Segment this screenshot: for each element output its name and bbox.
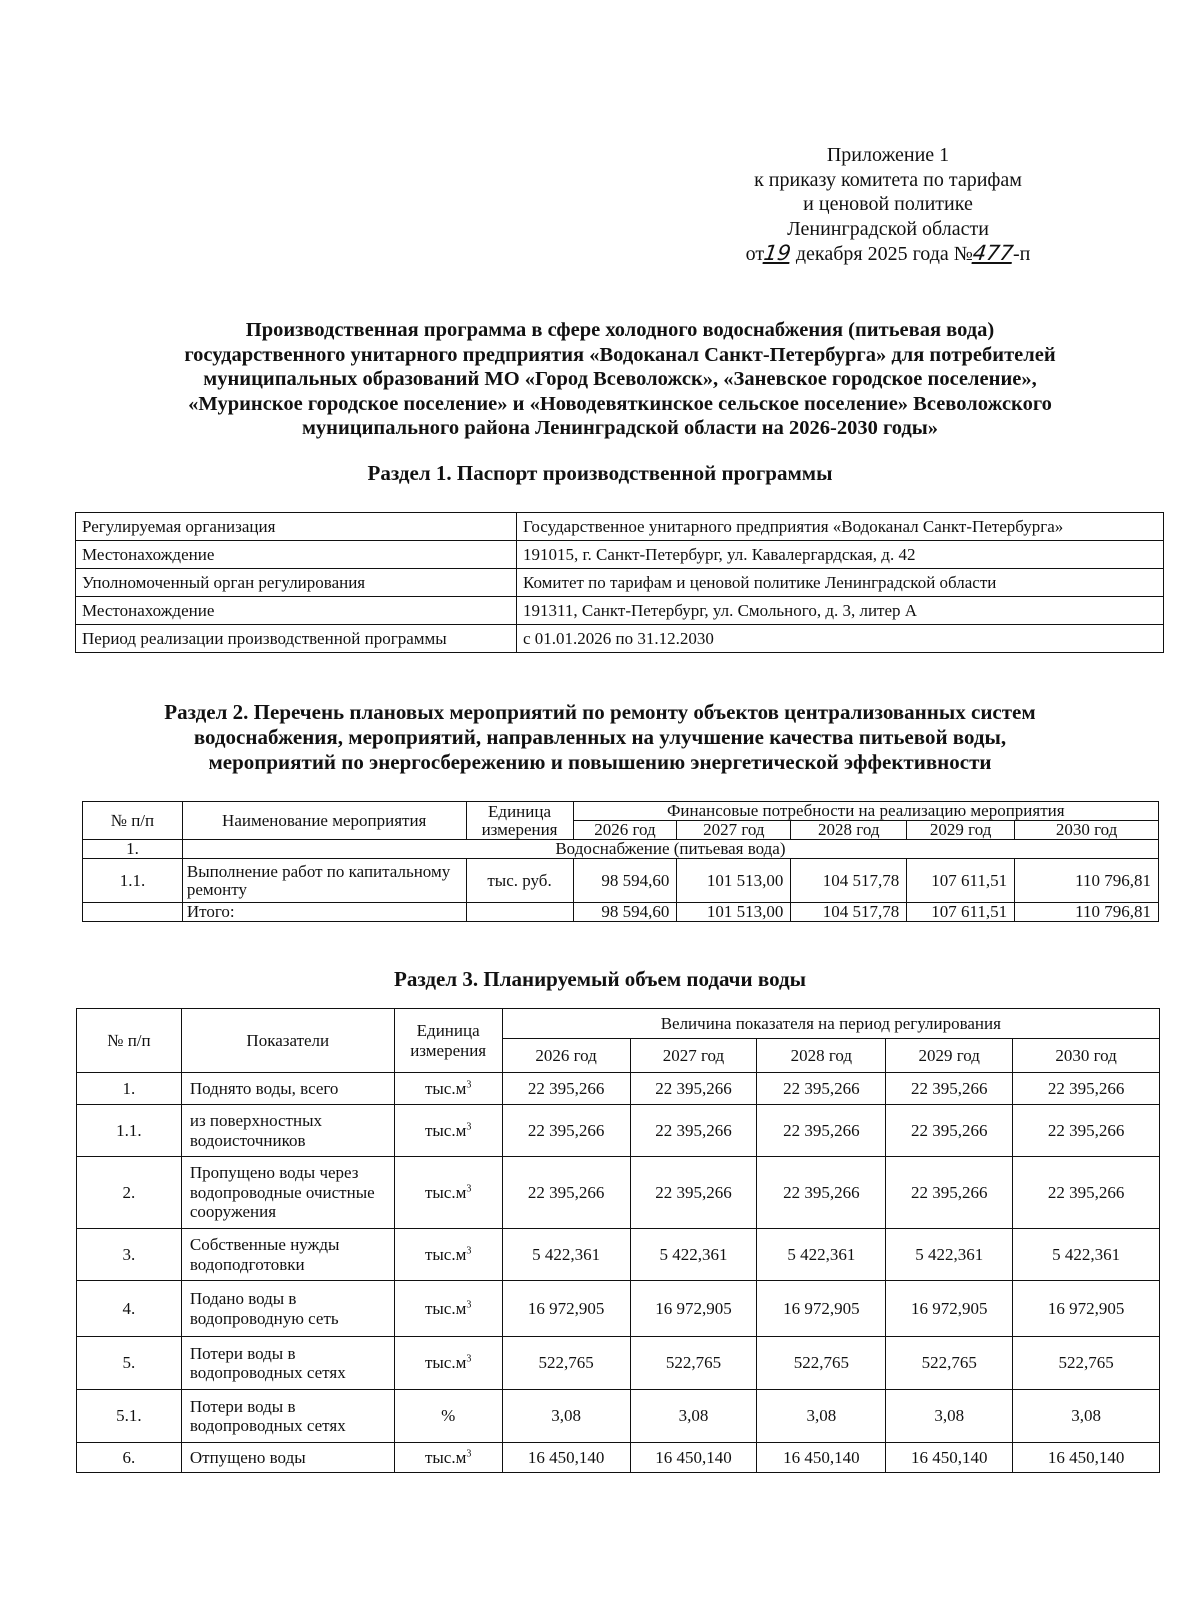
passport-label: Уполномоченный орган регулирования <box>76 569 517 597</box>
order-suffix: -п <box>1012 243 1031 265</box>
value-2026: 522,765 <box>502 1337 630 1390</box>
total-value-2027: 101 513,00 <box>677 903 791 922</box>
item-value-2029: 107 611,51 <box>907 859 1015 903</box>
row-unit <box>394 1229 502 1281</box>
value-2030: 22 395,266 <box>1013 1157 1160 1229</box>
value-2028: 22 395,266 <box>757 1157 886 1229</box>
unit-sup: 3 <box>466 1299 472 1311</box>
row-unit <box>394 1157 502 1229</box>
value-2029: 3,08 <box>886 1390 1013 1443</box>
value-2030: 5 422,361 <box>1013 1229 1160 1281</box>
unit-text: тыс.м <box>424 1182 467 1202</box>
row-num: 5.1. <box>77 1390 182 1443</box>
item-num: 1.1. <box>83 859 183 903</box>
col-header-period: Величина показателя на период регулирования <box>502 1009 1159 1039</box>
row-num: 1. <box>77 1073 182 1105</box>
value-2026: 5 422,361 <box>502 1229 630 1281</box>
appendix-line-2: к приказу комитета по тарифам <box>754 168 1022 191</box>
passport-value: 191015, г. Санкт-Петербург, ул. Кавалергардская, д. 42 <box>517 541 1164 569</box>
table-row <box>76 569 1164 597</box>
section2-heading-line-3: мероприятий по энергосбережению и повышению энергетической эффективности <box>208 750 992 774</box>
passport-label: Регулируемая организация <box>76 513 517 541</box>
total-label: Итого: <box>182 903 466 922</box>
table-row <box>76 541 1164 569</box>
row-num: 3. <box>77 1229 182 1281</box>
col-header-year: 2029 год <box>886 1039 1013 1073</box>
item-value-2027: 101 513,00 <box>677 859 791 903</box>
appendix-date-line <box>718 241 1058 267</box>
row-name: из поверхностных водоисточников <box>181 1105 394 1157</box>
value-2027: 16 972,905 <box>630 1281 757 1337</box>
unit-text: тыс.м <box>424 1353 467 1373</box>
document-title <box>80 318 1160 441</box>
group-label: Водоснабжение (питьевая вода) <box>182 840 1158 859</box>
row-name: Отпущено воды <box>181 1443 394 1473</box>
section3-heading-text: Раздел 3. Планируемый объем подачи воды <box>394 967 806 991</box>
group-num: 1. <box>83 840 183 859</box>
passport-value: 191311, Санкт-Петербург, ул. Смольного, д. 3, литер А <box>517 597 1164 625</box>
row-unit <box>394 1281 502 1337</box>
total-value-2029: 107 611,51 <box>907 903 1015 922</box>
value-2029: 22 395,266 <box>886 1105 1013 1157</box>
col-header-unit <box>466 802 573 840</box>
row-num: 2. <box>77 1157 182 1229</box>
col-header-year: 2030 год <box>1013 1039 1160 1073</box>
table-row <box>77 1073 1160 1105</box>
appendix-header <box>718 143 1058 267</box>
unit-sup: 3 <box>466 1121 472 1133</box>
unit-line-2: измерения <box>481 819 558 839</box>
unit-line-2: измерения <box>410 1040 487 1060</box>
date-prefix: от <box>745 243 765 265</box>
handwritten-order-number: 477 <box>971 241 1015 265</box>
title-line-1: Производственная программа в сфере холодного водоснабжения (питьевая вода) <box>245 319 995 341</box>
value-2027: 522,765 <box>630 1337 757 1390</box>
row-unit <box>394 1443 502 1473</box>
total-value-2028: 104 517,78 <box>791 903 907 922</box>
unit-text: тыс.м <box>424 1298 467 1318</box>
col-header-year: 2029 год <box>907 821 1015 840</box>
col-header-name: Показатели <box>181 1009 394 1073</box>
value-2028: 16 450,140 <box>757 1443 886 1473</box>
table-row <box>76 513 1164 541</box>
passport-value: Комитет по тарифам и ценовой политике Ленинградской области <box>517 569 1164 597</box>
table-row <box>77 1390 1160 1443</box>
passport-label: Местонахождение <box>76 541 517 569</box>
item-value-2030: 110 796,81 <box>1015 859 1159 903</box>
col-header-year: 2028 год <box>757 1039 886 1073</box>
item-name: Выполнение работ по капитальному ремонту <box>182 859 466 903</box>
row-num: 4. <box>77 1281 182 1337</box>
section1-heading-text: Раздел 1. Паспорт производственной программы <box>367 461 833 485</box>
total-value-2030: 110 796,81 <box>1015 903 1159 922</box>
value-2030: 22 395,266 <box>1013 1073 1160 1105</box>
table-row <box>77 1443 1160 1473</box>
section3-heading <box>0 967 1200 992</box>
row-num: 1.1. <box>77 1105 182 1157</box>
col-header-year: 2027 год <box>630 1039 757 1073</box>
passport-label: Местонахождение <box>76 597 517 625</box>
passport-value: с 01.01.2026 по 31.12.2030 <box>517 625 1164 653</box>
value-2026: 16 450,140 <box>502 1443 630 1473</box>
unit-sup: 3 <box>466 1079 472 1091</box>
row-name: Пропущено воды через водопроводные очистные сооружения <box>181 1157 394 1229</box>
section2-heading-line-2: водоснабжения, мероприятий, направленных на улучшение качества питьевой воды, <box>193 725 1007 749</box>
value-2029: 16 450,140 <box>886 1443 1013 1473</box>
section1-heading <box>0 461 1200 486</box>
table-header-row <box>83 802 1159 821</box>
measures-table <box>82 801 1159 922</box>
col-header-unit <box>394 1009 502 1073</box>
passport-table <box>75 512 1164 653</box>
value-2030: 16 972,905 <box>1013 1281 1160 1337</box>
value-2027: 22 395,266 <box>630 1073 757 1105</box>
col-header-name: Наименование мероприятия <box>182 802 466 840</box>
row-unit <box>394 1073 502 1105</box>
row-name: Собственные нужды водоподготовки <box>181 1229 394 1281</box>
unit-line-1: Единица <box>416 1021 480 1040</box>
value-2028: 3,08 <box>757 1390 886 1443</box>
value-2030: 16 450,140 <box>1013 1443 1160 1473</box>
row-name: Потери воды в водопроводных сетях <box>181 1337 394 1390</box>
handwritten-day: 19 <box>762 241 793 265</box>
row-name: Подано воды в водопроводную сеть <box>181 1281 394 1337</box>
col-header-year: 2026 год <box>573 821 677 840</box>
title-line-4: «Муринское городское поселение» и «Новодевяткинское сельское поселение» Всеволожского <box>188 392 1052 415</box>
unit-sup: 3 <box>466 1448 472 1460</box>
value-2026: 22 395,266 <box>502 1157 630 1229</box>
section2-heading-line-1: Раздел 2. Перечень плановых мероприятий по ремонту объектов централизованных систем <box>164 700 1036 724</box>
table-header-row <box>77 1009 1160 1039</box>
value-2027: 16 450,140 <box>630 1443 757 1473</box>
unit-text: тыс.м <box>424 1120 467 1140</box>
table-row <box>83 859 1159 903</box>
value-2029: 522,765 <box>886 1337 1013 1390</box>
col-header-year: 2026 год <box>502 1039 630 1073</box>
table-row <box>76 625 1164 653</box>
title-line-3: муниципальных образований МО «Город Всеволожск», «Заневское городское поселение», <box>203 368 1037 390</box>
table-row <box>77 1337 1160 1390</box>
item-value-2026: 98 594,60 <box>573 859 677 903</box>
value-2030: 522,765 <box>1013 1337 1160 1390</box>
appendix-line-1: Приложение 1 <box>826 144 950 166</box>
value-2029: 22 395,266 <box>886 1157 1013 1229</box>
value-2026: 16 972,905 <box>502 1281 630 1337</box>
value-2029: 5 422,361 <box>886 1229 1013 1281</box>
col-header-finance: Финансовые потребности на реализацию мероприятия <box>573 802 1158 821</box>
value-2029: 22 395,266 <box>886 1073 1013 1105</box>
value-2027: 22 395,266 <box>630 1105 757 1157</box>
value-2030: 22 395,266 <box>1013 1105 1160 1157</box>
table-row <box>77 1229 1160 1281</box>
col-header-num: № п/п <box>77 1009 182 1073</box>
passport-value: Государственное унитарного предприятия «Водоканал Санкт-Петербурга» <box>517 513 1164 541</box>
table-row <box>77 1281 1160 1337</box>
value-2027: 3,08 <box>630 1390 757 1443</box>
unit-sup: 3 <box>466 1353 472 1365</box>
row-num: 6. <box>77 1443 182 1473</box>
unit-text: % <box>441 1406 456 1426</box>
value-2026: 3,08 <box>502 1390 630 1443</box>
section2-heading <box>0 700 1200 775</box>
appendix-line-3: и ценовой политике <box>803 193 973 215</box>
value-2030: 3,08 <box>1013 1390 1160 1443</box>
table-row <box>83 840 1159 859</box>
value-2028: 16 972,905 <box>757 1281 886 1337</box>
title-line-2: государственного унитарного предприятия «Водоканал Санкт-Петербурга» для потребителей <box>184 343 1056 366</box>
row-unit <box>394 1105 502 1157</box>
col-header-year: 2030 год <box>1015 821 1159 840</box>
total-value-2026: 98 594,60 <box>573 903 677 922</box>
passport-label: Период реализации производственной программы <box>76 625 517 653</box>
value-2026: 22 395,266 <box>502 1073 630 1105</box>
unit-text: тыс.м <box>424 1078 467 1098</box>
col-header-year: 2028 год <box>791 821 907 840</box>
table-row <box>77 1105 1160 1157</box>
table-row <box>76 597 1164 625</box>
value-2026: 22 395,266 <box>502 1105 630 1157</box>
item-value-2028: 104 517,78 <box>791 859 907 903</box>
col-header-num: № п/п <box>83 802 183 840</box>
water-supply-table <box>76 1008 1160 1473</box>
total-num <box>83 903 183 922</box>
title-line-5: муниципального района Ленинградской области на 2026-2030 годы» <box>301 417 939 439</box>
row-unit <box>394 1337 502 1390</box>
appendix-line-4: Ленинградской области <box>787 217 989 240</box>
value-2027: 22 395,266 <box>630 1157 757 1229</box>
value-2028: 22 395,266 <box>757 1073 886 1105</box>
value-2029: 16 972,905 <box>886 1281 1013 1337</box>
row-name: Потери воды в водопроводных сетях <box>181 1390 394 1443</box>
col-header-year: 2027 год <box>677 821 791 840</box>
item-unit: тыс. руб. <box>466 859 573 903</box>
value-2028: 5 422,361 <box>757 1229 886 1281</box>
total-unit <box>466 903 573 922</box>
row-num: 5. <box>77 1337 182 1390</box>
unit-sup: 3 <box>466 1183 472 1195</box>
table-row <box>83 903 1159 922</box>
value-2028: 22 395,266 <box>757 1105 886 1157</box>
value-2028: 522,765 <box>757 1337 886 1390</box>
unit-text: тыс.м <box>424 1447 467 1467</box>
row-name: Поднято воды, всего <box>181 1073 394 1105</box>
unit-line-1: Единица <box>488 801 552 821</box>
value-2027: 5 422,361 <box>630 1229 757 1281</box>
unit-text: тыс.м <box>424 1244 467 1264</box>
unit-sup: 3 <box>466 1245 472 1257</box>
row-unit <box>394 1390 502 1443</box>
table-row <box>77 1157 1160 1229</box>
date-rest: декабря 2025 года № <box>795 243 973 265</box>
